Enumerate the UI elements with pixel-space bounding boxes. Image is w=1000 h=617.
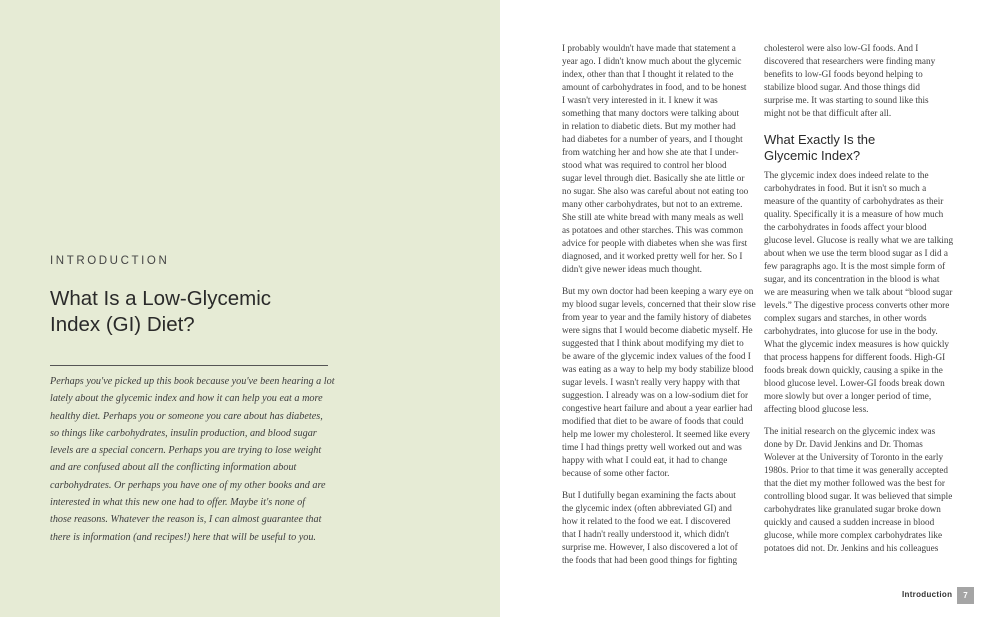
text-line: that the diet my mother followed was the best for: [764, 478, 945, 488]
text-line: from year to year and the family history of diabetes: [562, 312, 752, 322]
text-line: blood glucose level. Lower-GI foods break down: [764, 378, 945, 388]
text-line: 1980s. Prior to that time it was generally accepted: [764, 465, 948, 475]
text-line: as potatoes and other starches. This was common: [562, 225, 743, 235]
text-line: the carbohydrates in foods affect your blood: [764, 222, 927, 232]
text-line: carbohydrates like granulated sugar broke down: [764, 504, 941, 514]
body-paragraph: [562, 489, 744, 567]
text-line: diagnosed, and it worked pretty well for her. So I: [562, 251, 743, 261]
text-line: The initial research on the glycemic index was: [764, 426, 936, 436]
text-line: sugar levels. I wasn't really very happy with that: [562, 377, 740, 387]
text-line: glucose, while more complex carbohydrates like: [764, 530, 943, 540]
section-heading: [764, 132, 946, 163]
text-line: I wasn't very interested in it. I knew it was: [562, 95, 718, 105]
text-line: healthy diet. Perhaps you or someone you care about has diabetes,: [50, 410, 323, 422]
text-line: benefits to low-GI foods beyond helping to: [764, 69, 923, 79]
text-line: discovered that researchers were finding many: [764, 56, 936, 66]
text-line: that I hadn't really understood it, which didn't: [562, 529, 730, 539]
text-line: many other carbohydrates, but not to an extreme.: [562, 199, 743, 209]
text-line: Glycemic Index?: [764, 147, 861, 163]
text-line: no sugar. She also was careful about not eating too: [562, 186, 749, 196]
text-line: interested in what this new one had to offer. Maybe it's none of: [50, 497, 306, 509]
text-line: were signs that I would become diabetic myself. He: [562, 325, 753, 335]
text-line: suggested that I think about modifying my diet to: [562, 338, 744, 348]
text-line: She still ate white bread with many meals as well: [562, 212, 744, 222]
text-line: be aware of the glycemic index values of the food I: [562, 351, 751, 361]
text-line: my blood sugar levels, concerned that their slow rise: [562, 299, 756, 309]
page-number: 7: [957, 587, 974, 604]
text-line: sugar, and its concentration in the blood is what: [764, 274, 940, 284]
intro-paragraph: [50, 373, 335, 546]
body-paragraph: [562, 285, 756, 480]
text-line: happy with what I could eat, it had to change: [562, 455, 728, 465]
text-line: But I dutifully began examining the facts about: [562, 490, 736, 500]
text-line: But my own doctor had been keeping a wary eye on: [562, 286, 754, 296]
text-line: What the glycemic index measures is how quickly: [764, 339, 949, 349]
body-paragraph: [764, 169, 954, 416]
text-line: quickly and caused a sudden increase in blood: [764, 517, 935, 527]
text-line: had diabetes for a number of years, and I thought: [562, 134, 743, 144]
text-line: glucose level. Glucose is really what we are talking: [764, 235, 954, 245]
text-line: didn't give newer ideas much thought.: [562, 264, 702, 274]
text-line: The glycemic index does indeed relate to the: [764, 170, 929, 180]
chapter-title-line: Index (GI) Diet?: [50, 313, 195, 336]
text-line: might not be that difficult after all.: [764, 108, 892, 118]
text-line: advice for people with diabetes when she was first: [562, 238, 748, 248]
body-paragraph: [764, 42, 946, 120]
text-line: we are measuring when we talk about “blood sugar: [764, 287, 953, 297]
text-line: congestive heart failure and about a year earlier had: [562, 403, 753, 413]
text-line: from watching her and how she ate that I under-: [562, 147, 739, 157]
text-line: was eating as a way to help my body stabilize blood: [562, 364, 754, 374]
chapter-eyebrow: INTRODUCTION: [50, 255, 170, 267]
text-line: sugar level through diet. Basically she ate little or: [562, 173, 745, 183]
text-line: levels.” The digestive process converts other more: [764, 300, 950, 310]
text-line: something that many doctors were talking about: [562, 108, 740, 118]
text-line: about when we use the term blood sugar as I did a: [764, 248, 948, 258]
text-line: Wolever at the University of Toronto in the early: [764, 452, 944, 462]
text-line: stood what was required to control her blood: [562, 160, 727, 170]
text-column-1: [562, 42, 756, 567]
text-line: Perhaps you've picked up this book because you've been hearing a lot: [50, 376, 335, 387]
text-line: lately about the glycemic index and how it can help you eat a more: [50, 393, 323, 405]
text-line: stabilize blood sugar. And those things did: [764, 82, 920, 92]
text-line: the foods that had been good things for fighting: [562, 555, 738, 565]
body-paragraph: [562, 42, 749, 276]
text-line: quality. Specifically it is a measure of how much: [764, 209, 944, 219]
text-line: in relation to diabetic diets. But my mother had: [562, 121, 736, 131]
text-line: potatoes did not. Dr. Jenkins and his colleagues: [764, 543, 939, 553]
chapter-title-line: What Is a Low-Glycemic: [50, 287, 271, 310]
text-line: time I had things pretty well worked out and was: [562, 442, 742, 452]
text-line: carbohydrates. Or perhaps you have one of my other books and are: [50, 479, 326, 491]
text-line: suggestion. I already was on a low-sodium diet for: [562, 390, 749, 400]
running-footer: Introduction: [902, 590, 953, 599]
text-line: complex sugars and starches, in other words: [764, 313, 927, 323]
text-line: surprise me. However, I also discovered a lot of: [562, 542, 738, 552]
text-line: index, other than that I thought it related to the: [562, 69, 734, 79]
text-line: few paragraphs ago. It is the most simple form of: [764, 261, 946, 271]
chapter-title: [50, 286, 350, 338]
text-line: cholesterol were also low-GI foods. And I: [764, 43, 919, 53]
text-line: amount of carbohydrates in food, and to be honest: [562, 82, 747, 92]
text-line: What Exactly Is the: [764, 132, 876, 147]
text-line: because of some other factor.: [562, 468, 670, 478]
text-line: levels are a special concern. Perhaps you are trying to lose weight: [50, 445, 322, 457]
text-line: carbohydrates in food. But it isn't so much a: [764, 183, 927, 193]
text-line: year ago. I didn't know much about the glycemic: [562, 56, 742, 66]
text-line: the glycemic index (often abbreviated GI) and: [562, 503, 732, 513]
text-line: surprise me. It was starting to sound like this: [764, 95, 929, 105]
text-line: done by Dr. David Jenkins and Dr. Thomas: [764, 439, 923, 449]
text-line: those reasons. Whatever the reason is, I can almost guarantee that: [50, 514, 322, 526]
text-column-2: [764, 42, 954, 555]
text-line: controlling blood sugar. It was believed that simple: [764, 491, 953, 501]
text-line: there is information (and recipes!) here that will be useful to you.: [50, 531, 316, 543]
text-line: that process happens for different foods. High-GI: [764, 352, 946, 362]
text-line: so things like carbohydrates, insulin production, and blood sugar: [50, 427, 317, 439]
body-paragraph: [764, 425, 953, 555]
text-line: modified that diet to be aware of foods that could: [562, 416, 744, 426]
text-line: and are confused about all the conflicting information about: [50, 462, 297, 474]
text-line: carbohydrates, into glucose for use in the body.: [764, 326, 938, 336]
text-line: more slowly but over a longer period of time,: [764, 391, 932, 401]
text-line: I probably wouldn't have made that statement a: [562, 43, 736, 53]
text-line: measure of the quantity of carbohydrates as their: [764, 196, 944, 206]
text-line: foods break down quickly, causing a spike in the: [764, 365, 943, 375]
title-divider: [50, 365, 328, 366]
text-line: help me lower my cholesterol. It seemed like every: [562, 429, 751, 439]
text-line: how it related to the food we eat. I discovered: [562, 516, 731, 526]
text-line: affecting blood glucose less.: [764, 404, 869, 414]
